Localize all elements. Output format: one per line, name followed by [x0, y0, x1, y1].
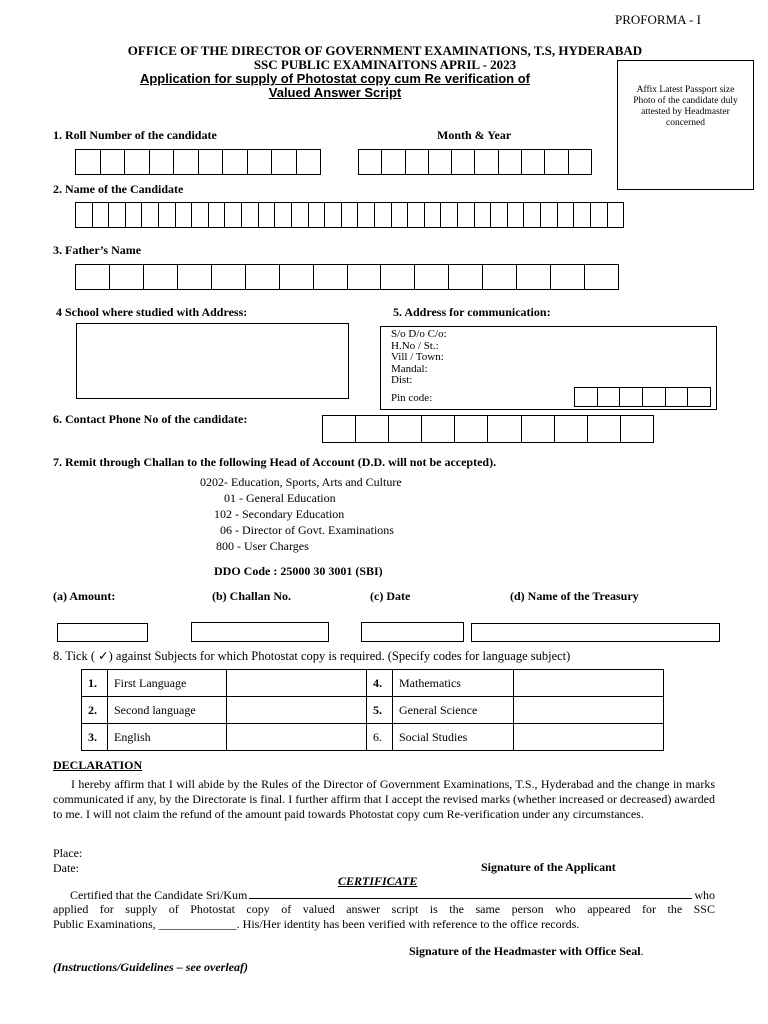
- subject-tick-cell[interactable]: [514, 697, 664, 724]
- photo-box: [617, 60, 754, 190]
- certificate-line1-end: who: [694, 888, 715, 902]
- subject-tick-cell[interactable]: [227, 724, 367, 751]
- declaration-text: I hereby affirm that I will abide by the Rules of the Director of Government Examinations, T.S., Hyderabad and the change in marks communicated if any, by the Directorate is final. I further affirm that I accept the revised marks (whether increased or decreased) awarded to me. I will not claim the refund of the amount paid towards Photostat copy cum Re-verification under any circumstances.: [53, 777, 715, 821]
- table-row: [82, 724, 664, 751]
- date-label: (c) Date: [370, 589, 411, 603]
- subject-number: 2.: [82, 697, 108, 724]
- remit-heading: 7. Remit through Challan to the following Head of Account (D.D. will not be accepted).: [53, 455, 497, 469]
- date-line-label: Date:: [53, 861, 79, 875]
- subjects-table: [81, 669, 664, 751]
- subject-name: General Science: [393, 697, 514, 724]
- subject-name: Mathematics: [393, 670, 514, 697]
- declaration-heading: DECLARATION: [53, 758, 143, 772]
- subject-name: Second language: [108, 697, 227, 724]
- roll-number-label: 1. Roll Number of the candidate: [53, 128, 217, 142]
- certificate-line3: Public Examinations, _____________. His/Her identity has been verified with reference to the office records.: [53, 917, 580, 931]
- subject-name: First Language: [108, 670, 227, 697]
- communication-address-box[interactable]: [380, 326, 717, 410]
- instructions-footer: (Instructions/Guidelines – see overleaf): [53, 960, 248, 974]
- head-code: 01 - General Education: [224, 491, 336, 505]
- certificate-line2: applied for supply of Photostat copy of valued answer script is the same person who appeared for the SSC: [53, 902, 715, 916]
- office-heading: OFFICE OF THE DIRECTOR OF GOVERNMENT EXAMINATIONS, T.S, HYDERABAD: [127, 43, 643, 58]
- address-line-mandal: Mandal:: [391, 362, 428, 375]
- subject-number: 6.: [367, 724, 393, 751]
- head-of-account-list: [200, 474, 402, 554]
- head-code: 800 - User Charges: [216, 539, 309, 553]
- treasury-input[interactable]: [471, 623, 720, 642]
- photo-box-text: Affix Latest Passport size Photo of the candidate duly attested by Headmaster concerned: [633, 85, 738, 128]
- candidate-name-blank[interactable]: [249, 887, 692, 899]
- month-year-boxes[interactable]: [358, 149, 592, 175]
- table-row: [82, 697, 664, 724]
- subject-number: 3.: [82, 724, 108, 751]
- school-address-label: 4 School where studied with Address:: [56, 305, 248, 319]
- certificate-heading: CERTIFICATE: [338, 874, 418, 888]
- school-address-box[interactable]: [76, 323, 349, 399]
- headmaster-signature-dot: .: [640, 944, 644, 958]
- form-title-line1: Application for supply of Photostat copy cum Re verification of: [139, 71, 531, 86]
- headmaster-signature: [409, 944, 644, 959]
- form-title-line2: Valued Answer Script: [268, 85, 402, 100]
- address-line-so: S/o D/o C/o:: [391, 328, 447, 340]
- phone-boxes[interactable]: [322, 415, 654, 443]
- address-line-dist: Dist:: [391, 374, 413, 386]
- candidate-name-label: 2. Name of the Candidate: [53, 182, 184, 196]
- month-year-label: Month & Year: [437, 128, 512, 142]
- head-code: 06 - Director of Govt. Examinations: [220, 523, 394, 537]
- candidate-name-boxes[interactable]: [75, 202, 624, 228]
- father-name-boxes[interactable]: [75, 264, 619, 290]
- subject-number: 1.: [82, 670, 108, 697]
- table-row: [82, 670, 664, 697]
- subjects-heading: 8. Tick ( ✓) against Subjects for which Photostat copy is required. (Specify codes for language subject): [53, 649, 571, 663]
- address-line-hno: H.No / St.:: [391, 339, 439, 352]
- phone-label: 6. Contact Phone No of the candidate:: [53, 412, 248, 426]
- subject-tick-cell[interactable]: [227, 697, 367, 724]
- date-input[interactable]: [361, 622, 464, 642]
- exam-heading: SSC PUBLIC EXAMINAITONS APRIL - 2023: [253, 57, 517, 72]
- headmaster-signature-text: Signature of the Headmaster with Office Seal: [409, 944, 641, 958]
- subject-name: Social Studies: [393, 724, 514, 751]
- father-name-label: 3. Father’s Name: [53, 243, 142, 257]
- place-label: Place:: [53, 846, 83, 860]
- subject-tick-cell[interactable]: [514, 724, 664, 751]
- treasury-label: (d) Name of the Treasury: [510, 589, 639, 603]
- subject-number: 5.: [367, 697, 393, 724]
- pin-code-boxes[interactable]: [574, 387, 711, 407]
- subject-number: 4.: [367, 670, 393, 697]
- certificate-line1: [53, 887, 715, 903]
- head-code: 0202- Education, Sports, Arts and Culture: [200, 475, 402, 489]
- applicant-signature: Signature of the Applicant: [481, 860, 616, 874]
- challan-label: (b) Challan No.: [212, 589, 292, 603]
- address-line-pin: Pin code:: [391, 392, 433, 404]
- roll-number-boxes[interactable]: [75, 149, 321, 175]
- ddo-code: DDO Code : 25000 30 3001 (SBI): [214, 564, 383, 578]
- subject-tick-cell[interactable]: [514, 670, 664, 697]
- amount-input[interactable]: [57, 623, 148, 642]
- subject-tick-cell[interactable]: [227, 670, 367, 697]
- subject-name: English: [108, 724, 227, 751]
- communication-address-label: 5. Address for communication:: [393, 305, 551, 319]
- head-code: 102 - Secondary Education: [214, 507, 345, 521]
- certificate-line1-start: Certified that the Candidate Sri/Kum: [70, 888, 248, 902]
- amount-label: (a) Amount:: [53, 589, 116, 603]
- challan-input[interactable]: [191, 622, 329, 642]
- proforma-label: PROFORMA - I: [615, 12, 701, 27]
- address-line-vill: Vill / Town:: [391, 351, 444, 363]
